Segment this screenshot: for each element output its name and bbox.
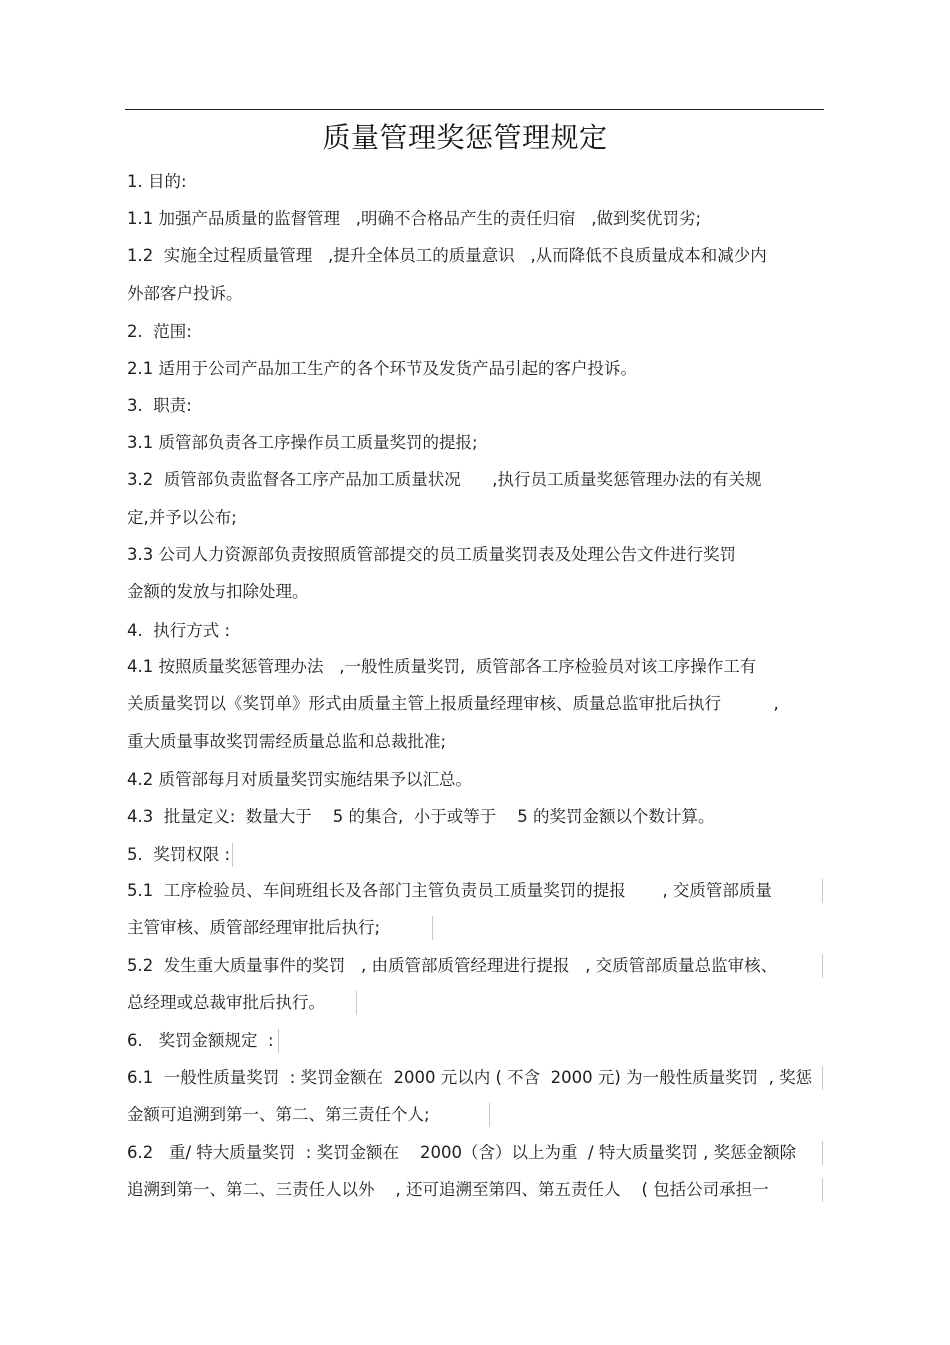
section-2-heading: 2. 范围: <box>127 322 192 341</box>
scan-mark <box>822 1141 823 1165</box>
scan-mark <box>432 916 433 940</box>
paragraph-6-1-cont: 金额可追溯到第一、第二、第三责任个人; <box>127 1105 430 1124</box>
scan-mark <box>356 991 357 1015</box>
section-3-heading: 3. 职责: <box>127 396 192 415</box>
paragraph-3-2-cont: 定,并予以公布; <box>127 508 237 527</box>
section-6-heading: 6. 奖罚金额规定 : <box>127 1031 274 1050</box>
paragraph-6-2: 6.2 重/ 特大质量奖罚 : 奖罚金额在 2000（含）以上为重 / 特大质量奖罚 , 奖惩金额除 <box>127 1143 797 1162</box>
paragraph-4-1-cont-1: 关质量奖罚以《奖罚单》形式由质量主管上报质量经理审核、质量总监审批后执行 , <box>127 694 779 713</box>
paragraph-6-1: 6.1 一般性质量奖罚 : 奖罚金额在 2000 元以内 ( 不含 2000 元) 为一般性质量奖罚 , 奖惩 <box>127 1068 813 1087</box>
section-4-heading: 4. 执行方式 : <box>127 621 231 640</box>
scan-mark <box>232 843 233 867</box>
paragraph-5-2: 5.2 发生重大质量事件的奖罚 , 由质管部质管经理进行提报 , 交质管部质量总监审核、 <box>127 956 778 975</box>
paragraph-5-2-cont: 总经理或总裁审批后执行。 <box>127 993 325 1012</box>
scan-mark <box>822 1178 823 1202</box>
header-rule <box>125 109 824 110</box>
paragraph-1-2: 1.2 实施全过程质量管理 ,提升全体员工的质量意识 ,从而降低不良质量成本和减少内 <box>127 246 767 265</box>
scan-mark <box>822 879 823 903</box>
paragraph-5-1: 5.1 工序检验员、车间班组长及各部门主管负责员工质量奖罚的提报 , 交质管部质量 <box>127 881 772 900</box>
paragraph-2-1: 2.1 适用于公司产品加工生产的各个环节及发货产品引起的客户投诉。 <box>127 359 637 378</box>
paragraph-3-2: 3.2 质管部负责监督各工序产品加工质量状况 ,执行员工质量奖惩管理办法的有关规 <box>127 470 762 489</box>
paragraph-3-3-cont: 金额的发放与扣除处理。 <box>127 582 309 601</box>
paragraph-3-3: 3.3 公司人力资源部负责按照质管部提交的员工质量奖罚表及处理公告文件进行奖罚 <box>127 545 736 564</box>
paragraph-4-3: 4.3 批量定义: 数量大于 5 的集合, 小于或等于 5 的奖罚金额以个数计算。 <box>127 807 715 826</box>
paragraph-4-1-cont-2: 重大质量事故奖罚需经质量总监和总裁批准; <box>127 732 447 751</box>
paragraph-6-2-cont: 追溯到第一、第二、三责任人以外 , 还可追溯至第四、第五责任人 ( 包括公司承担一 <box>127 1180 769 1199</box>
paragraph-1-1: 1.1 加强产品质量的监督管理 ,明确不合格品产生的责任归宿 ,做到奖优罚劣; <box>127 209 702 228</box>
paragraph-4-2: 4.2 质管部每月对质量奖罚实施结果予以汇总。 <box>127 770 472 789</box>
section-1-heading: 1. 目的: <box>127 172 187 191</box>
scan-mark <box>822 954 823 978</box>
scan-mark <box>278 1029 279 1053</box>
paragraph-4-1: 4.1 按照质量奖惩管理办法 ,一般性质量奖罚, 质管部各工序检验员对该工序操作工有 <box>127 657 757 676</box>
paragraph-1-2-cont: 外部客户投诉。 <box>127 284 243 303</box>
scan-mark <box>489 1103 490 1127</box>
paragraph-5-1-cont: 主管审核、质管部经理审批后执行; <box>127 918 381 937</box>
paragraph-3-1: 3.1 质管部负责各工序操作员工质量奖罚的提报; <box>127 433 478 452</box>
scan-mark <box>822 1066 823 1090</box>
document-title: 质量管理奖惩管理规定 <box>322 121 608 154</box>
section-5-heading: 5. 奖罚权限 : <box>127 845 231 864</box>
